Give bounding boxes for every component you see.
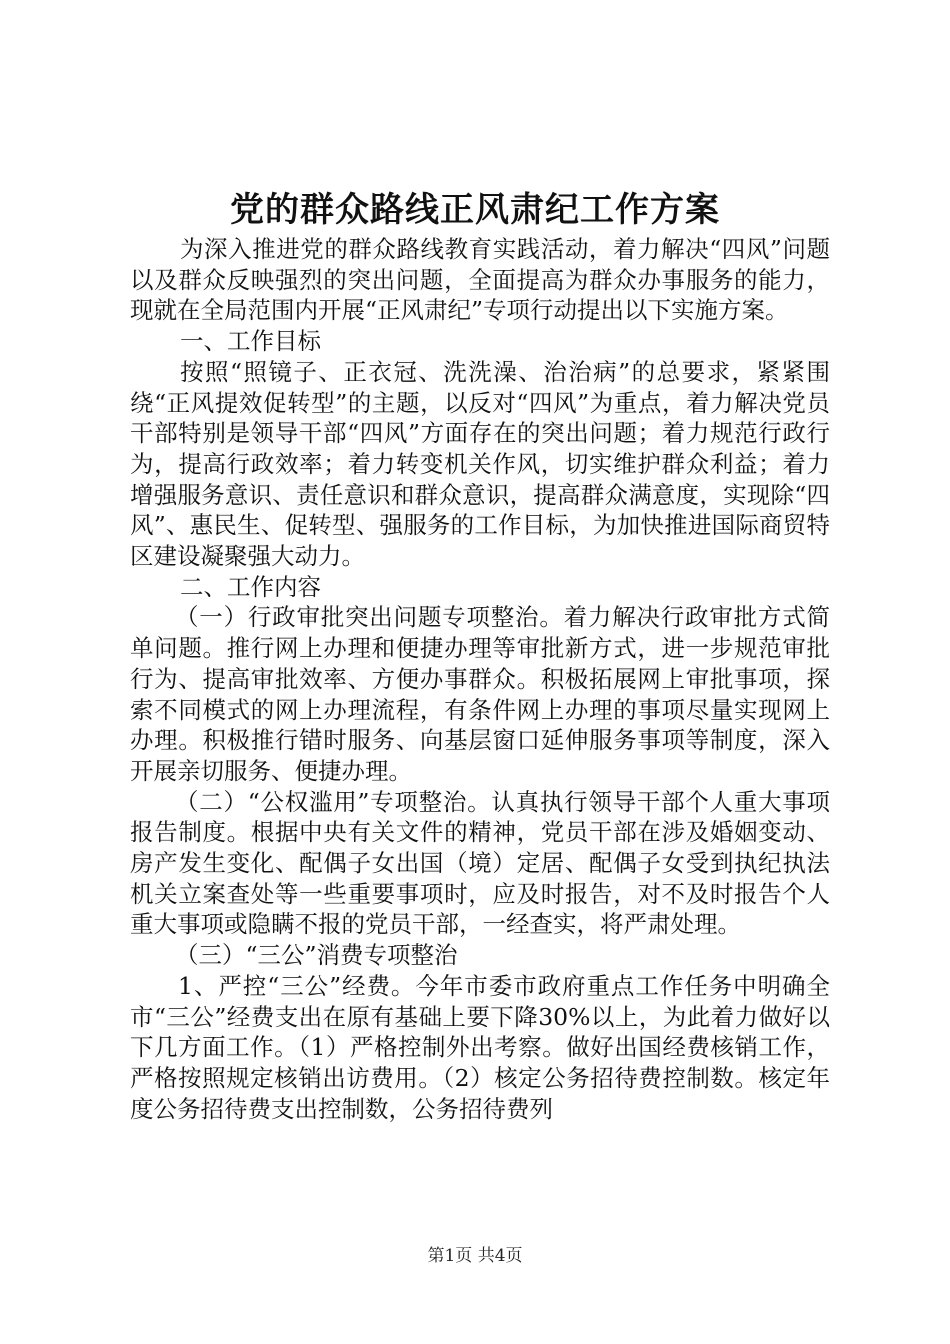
page-footer: 第1页 共4页 bbox=[427, 1246, 523, 1266]
content-item-3-1-paragraph: 1、严控“三公”经费。今年市委市政府重点工作任务中明确全市“三公”经费支出在原有基础上要下降30%以上，为此着力做好以下几方面工作。（1）严格控制外出考察。做好出国经费核销工作，严格按照规定核销出访费用。（2）核定公务招待费控制数。核定年度公务招待费支出控制数，公务招待费列 bbox=[130, 971, 830, 1123]
document-title: 党的群众路线正风肃纪工作方案 bbox=[230, 190, 720, 230]
content-item-3-heading: （三）“三公”消费专项整治 bbox=[175, 941, 458, 970]
content-item-2-paragraph: （二）“公权滥用”专项整治。认真执行领导干部个人重大事项报告制度。根据中央有关文件的精神，党员干部在涉及婚姻变动、房产发生变化、配偶子女出国（境）定居、配偶子女受到执纪执法机关立案查处等一些重要事项时，应及时报告，对不及时报告个人重大事项或隐瞒不报的党员干部，一经查实，将严肃处理。 bbox=[130, 787, 830, 939]
content-item-1-paragraph: （一）行政审批突出问题专项整治。着力解决行政审批方式简单问题。推行网上办理和便捷办理等审批新方式，进一步规范审批行为、提高审批效率、方便办事群众。积极拓展网上审批事项，探索不同模式的网上办理流程，有条件网上办理的事项尽量实现网上办理。积极推行错时服务、向基层窗口延伸服务事项等制度，深入开展亲切服务、便捷办理。 bbox=[130, 603, 830, 785]
intro-paragraph: 为深入推进党的群众路线教育实践活动，着力解决“四风”问题以及群众反映强烈的突出问题，全面提高为群众办事服务的能力，现就在全局范围内开展“正风肃纪”专项行动提出以下实施方案。 bbox=[130, 235, 830, 325]
goals-paragraph: 按照“照镜子、正衣冠、洗洗澡、治治病”的总要求，紧紧围绕“正风提效促转型”的主题，以反对“四风”为重点，着力解决党员干部特别是领导干部“四风”方面存在的突出问题；着力规范行政行为，提高行政效率；着力转变机关作风，切实维护群众利益；着力增强服务意识、责任意识和群众意识，提高群众满意度，实现除“四风”、惠民生、促转型、强服务的工作目标，为加快推进国际商贸特区建设凝聚强大动力。 bbox=[130, 357, 830, 571]
section-heading-content: 二、工作内容 bbox=[180, 572, 321, 601]
section-heading-goals: 一、工作目标 bbox=[180, 327, 321, 356]
document-body bbox=[130, 234, 830, 1124]
